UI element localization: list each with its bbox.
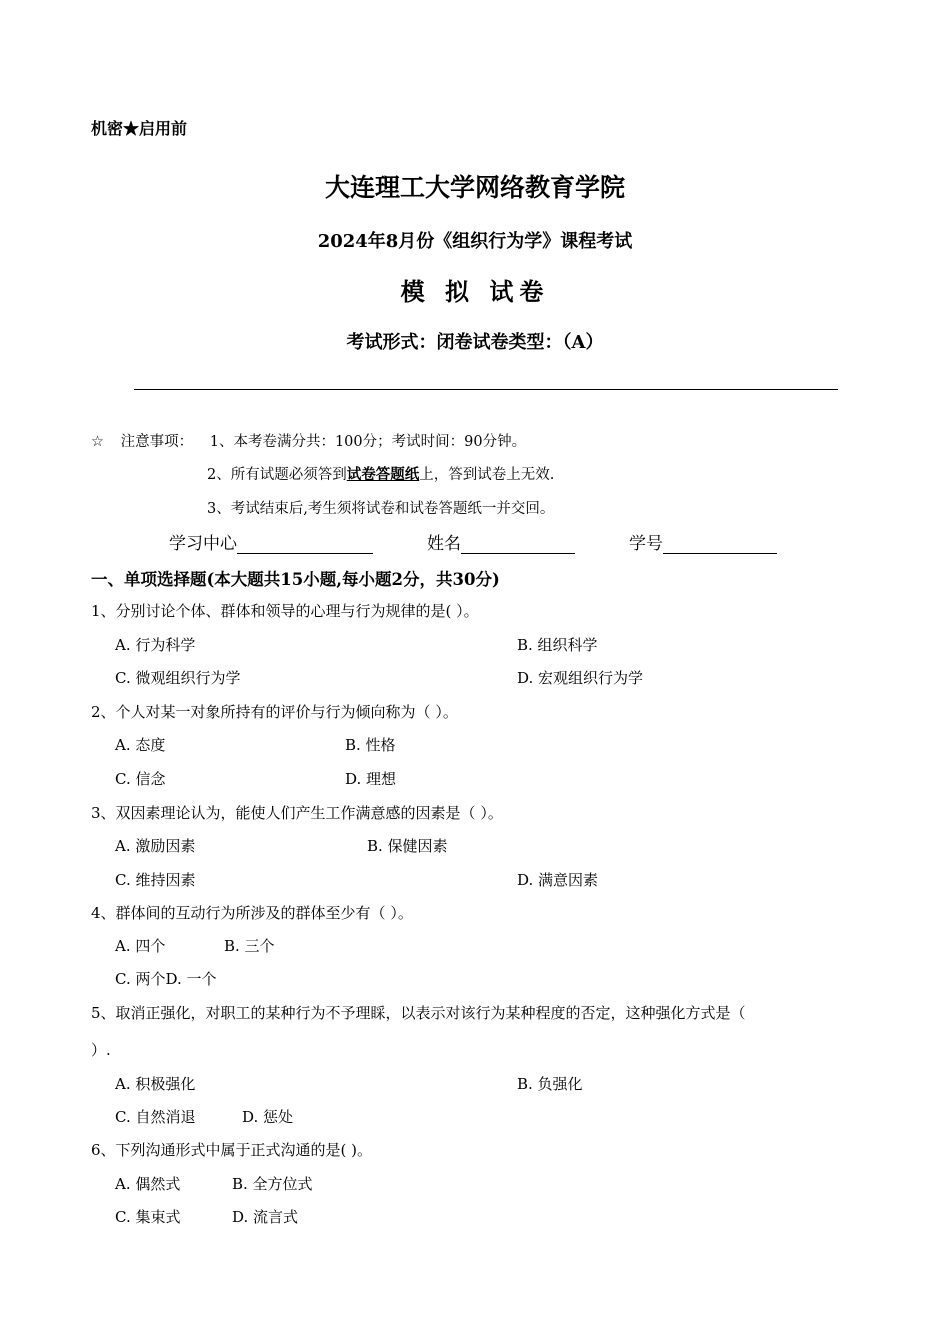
q4-option-a: A. 四个 [115, 937, 166, 955]
q6-option-c: C. 集束式 [115, 1208, 181, 1226]
notes-item-3: 3、考试结束后,考生须将试卷和试卷答题纸一并交回。 [207, 501, 555, 517]
notes-item-2-pre: 2、所有试题必须答到 [207, 467, 347, 483]
question-5: 5、取消正强化，对职工的某种行为不予理睬，以表示对该行为某种程度的否定，这种强化方式是（ [91, 1004, 746, 1022]
student-id-label: 学号 [629, 534, 663, 554]
q1-option-a: A. 行为科学 [115, 636, 196, 654]
question-2: 2、个人对某一对象所持有的评价与行为倾向称为（ ）。 [91, 703, 458, 721]
study-center-blank[interactable] [237, 535, 373, 554]
section-1-title: 一、单项选择题(本大题共15小题,每小题2分，共30分) [91, 570, 500, 589]
notes-item-2-post: 上，答到试卷上无效. [419, 467, 555, 483]
q2-option-c: C. 信念 [115, 770, 166, 788]
q2-option-a: A. 态度 [115, 736, 166, 754]
name-field [427, 529, 575, 554]
q4-option-cd: C. 两个D. 一个 [115, 970, 217, 988]
student-id-blank[interactable] [663, 535, 777, 554]
study-center-field [169, 529, 373, 554]
q6-option-b: B. 全方位式 [232, 1175, 313, 1193]
notes-line-1 [91, 430, 526, 451]
q4-option-b: B. 三个 [224, 937, 275, 955]
q5-option-a: A. 积极强化 [115, 1075, 196, 1093]
study-center-label: 学习中心 [169, 534, 237, 554]
q5-option-d: D. 惩处 [242, 1108, 294, 1126]
q2-option-d: D. 理想 [345, 770, 397, 788]
q6-option-d: D. 流言式 [232, 1208, 299, 1226]
q1-option-b: B. 组织科学 [517, 636, 598, 654]
q2-option-b: B. 性格 [345, 736, 396, 754]
q1-option-c: C. 微观组织行为学 [115, 669, 241, 687]
q3-option-d: D. 满意因素 [517, 871, 599, 889]
paper-type: 模 拟 试卷 [400, 277, 550, 306]
q3-option-b: B. 保健因素 [367, 837, 448, 855]
q6-option-a: A. 偶然式 [115, 1175, 181, 1193]
student-id-field [629, 529, 777, 554]
name-blank[interactable] [461, 535, 575, 554]
header-divider [134, 389, 838, 390]
confidential-label: 机密★启用前 [91, 119, 188, 138]
q5-option-c: C. 自然消退 [115, 1108, 196, 1126]
notes-item-2-emphasis: 试卷答题纸 [346, 466, 420, 483]
question-1: 1、分别讨论个体、群体和领导的心理与行为规律的是( ）。 [91, 602, 479, 620]
q3-option-c: C. 维持因素 [115, 871, 196, 889]
name-label: 姓名 [427, 534, 461, 554]
q5-option-b: B. 负强化 [517, 1075, 583, 1093]
exam-form: 考试形式：闭卷试卷类型：（A） [346, 332, 604, 353]
notes-line-2 [207, 463, 554, 484]
exam-title: 2024年8月份《组织行为学》课程考试 [317, 231, 633, 252]
question-4: 4、群体间的互动行为所涉及的群体至少有（ ）。 [91, 904, 413, 922]
q1-option-d: D. 宏观组织行为学 [517, 669, 644, 687]
q3-option-a: A. 激励因素 [115, 837, 196, 855]
school-name: 大连理工大学网络教育学院 [324, 173, 625, 202]
question-5-cont: ）. [91, 1041, 111, 1059]
notes-label: 注意事项： [120, 434, 194, 450]
star-icon: ☆ [91, 434, 104, 450]
notes-item-1: 1、本考卷满分共：100分；考试时间：90分钟。 [209, 434, 527, 450]
question-6: 6、下列沟通形式中属于正式沟通的是( )。 [91, 1141, 373, 1159]
question-3: 3、双因素理论认为，能使人们产生工作满意感的因素是（ ）。 [91, 804, 503, 822]
